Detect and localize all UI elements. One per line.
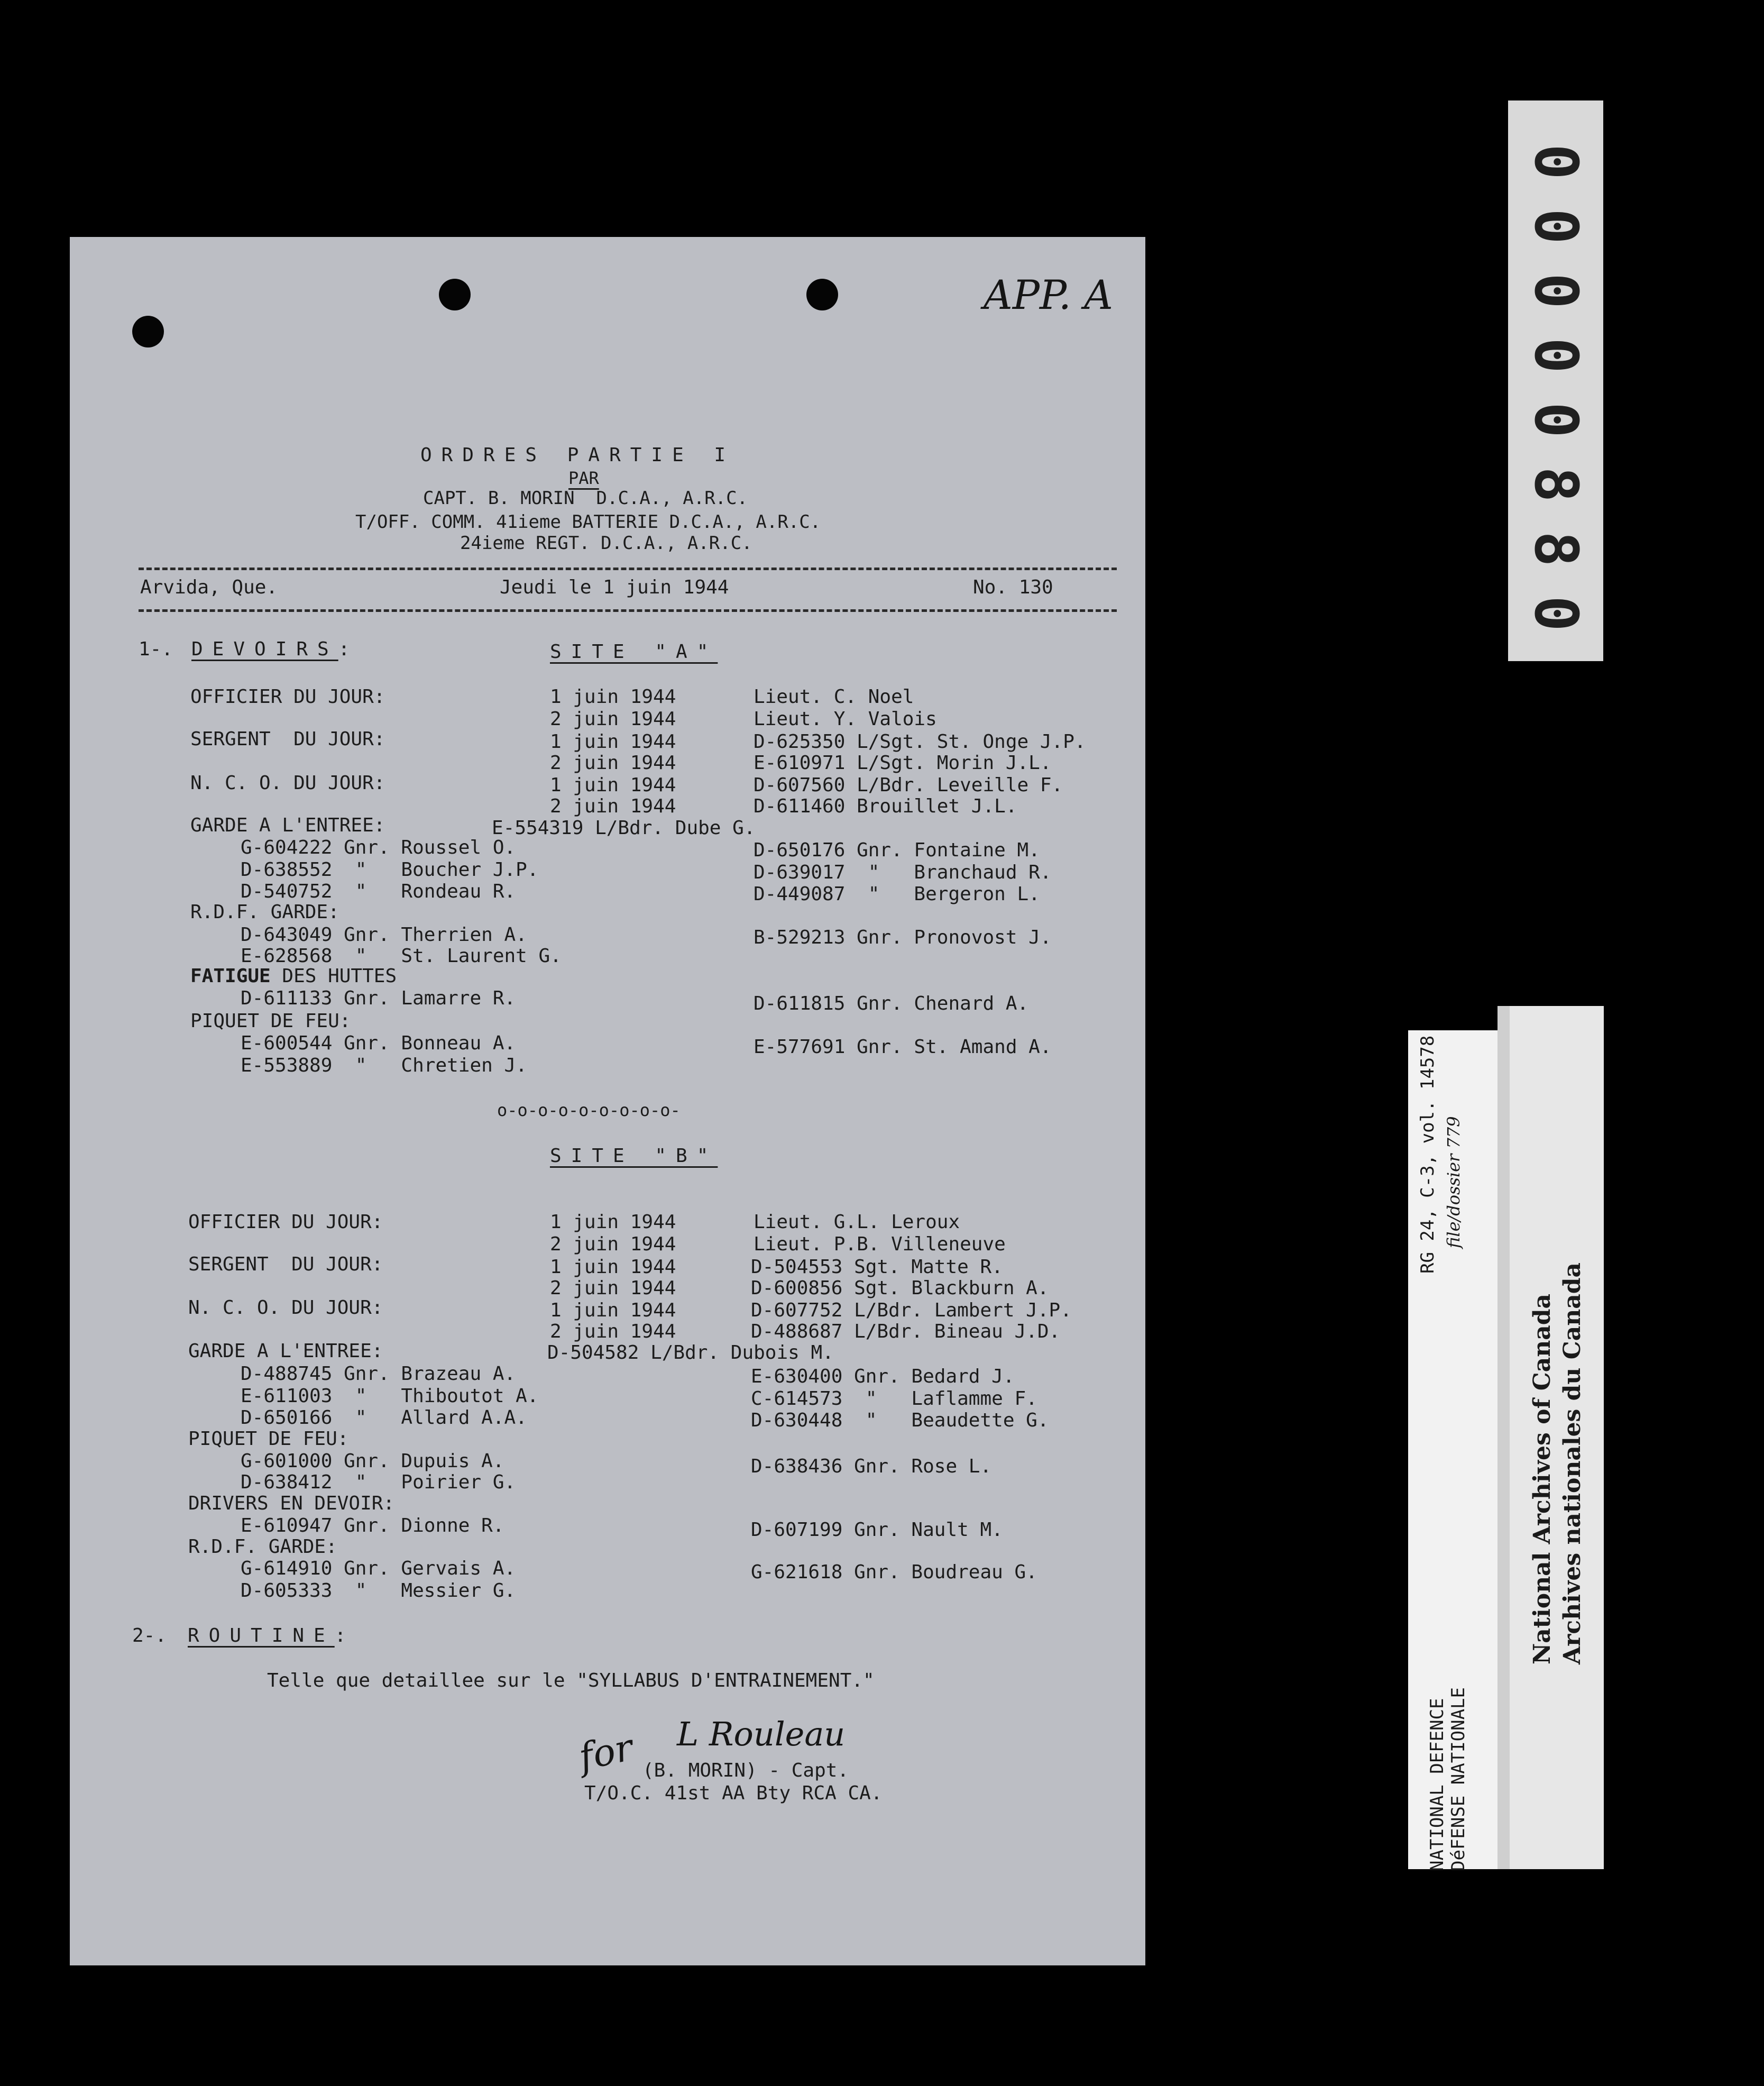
duty-date: 2 juin 1944 [550, 1233, 676, 1255]
roster-entry: E-577691 Gnr. St. Amand A. [754, 1036, 1052, 1058]
roster-entry: E-610947 Gnr. Dionne R. [241, 1515, 504, 1536]
roster-entry: D-540752 " Rondeau R. [241, 881, 516, 902]
site-b-heading: SITE "B" [550, 1145, 718, 1167]
duty-entry: D-607752 L/Bdr. Lambert J.P. [751, 1300, 1072, 1321]
section-heading: ROUTINE [188, 1625, 335, 1646]
piquet-label: PIQUET DE FEU: [190, 1010, 351, 1032]
frame-digit: 0 [1521, 208, 1590, 244]
section-number: 1-. [139, 638, 173, 660]
frame-digit: 0 [1521, 402, 1590, 438]
drivers-label: DRIVERS EN DEVOIR: [188, 1493, 395, 1514]
sergent-label: SERGENT DU JOUR: [190, 728, 385, 750]
duty-date: 1 juin 1944 [550, 731, 676, 753]
roster-entry: G-601000 Gnr. Dupuis A. [241, 1450, 504, 1472]
reference-line-1: RG 24, C-3, vol. 14578 [1417, 1035, 1438, 1274]
signature: L Rouleau [677, 1715, 846, 1753]
garde-label: GARDE A L'ENTREE: [190, 815, 385, 836]
rdf-label: R.D.F. GARDE: [188, 1536, 337, 1558]
roster-entry: D-650176 Gnr. Fontaine M. [754, 839, 1040, 861]
punch-hole [806, 279, 838, 310]
duty-date: 2 juin 1944 [550, 708, 676, 730]
duty-entry: D-600856 Sgt. Blackburn A. [751, 1277, 1049, 1299]
duty-entry: E-610971 L/Sgt. Morin J.L. [754, 752, 1052, 774]
duty-entry: D-504553 Sgt. Matte R. [751, 1256, 1003, 1278]
header-line-2: T/OFF. COMM. 41ieme BATTERIE D.C.A., A.R.C. [355, 511, 821, 533]
frame-digit: 8 [1521, 531, 1590, 567]
order-number: No. 130 [973, 577, 1053, 598]
handwritten-annotation: APP. A [984, 271, 1113, 318]
rdf-label: R.D.F. GARDE: [190, 901, 339, 923]
roster-entry: D-630448 " Beaudette G. [751, 1410, 1049, 1431]
duty-date: 1 juin 1944 [550, 1300, 676, 1321]
roster-entry: D-611815 Gnr. Chenard A. [754, 993, 1029, 1014]
roster-entry: D-650166 " Allard A.A. [241, 1407, 527, 1429]
roster-entry: D-638552 " Boucher J.P. [241, 859, 539, 881]
duty-entry: D-488687 L/Bdr. Bineau J.D. [751, 1321, 1061, 1342]
duty-entry: Lieut. G.L. Leroux [754, 1211, 960, 1233]
duty-entry: D-611460 Brouillet J.L. [754, 795, 1017, 817]
garde-head: D-504582 L/Bdr. Dubois M. [547, 1342, 834, 1364]
roster-entry: E-600544 Gnr. Bonneau A. [241, 1032, 516, 1054]
fatigue-label-bold: FATIGUE [190, 965, 271, 987]
reference-label [1408, 1030, 1504, 1869]
punch-hole [439, 279, 471, 310]
place: Arvida, Que. [140, 577, 278, 598]
nco-label: N. C. O. DU JOUR: [188, 1297, 383, 1319]
roster-entry: E-628568 " St. Laurent G. [241, 945, 562, 967]
roster-entry: E-611003 " Thiboutot A. [241, 1385, 539, 1407]
duty-entry: Lieut. P.B. Villeneuve [754, 1233, 1006, 1255]
national-defence-fr: DéFENSE NATIONALE [1448, 1687, 1469, 1871]
archives-label [1510, 1006, 1604, 1869]
header-line-1: CAPT. B. MORIN D.C.A., A.R.C. [423, 488, 748, 509]
frame-digit: 0 [1521, 273, 1590, 309]
archives-name-fr: Archives nationales du Canada [1559, 1262, 1586, 1664]
site-a-heading: SITE "A" [550, 641, 718, 663]
roster-entry: D-605333 " Messier G. [241, 1580, 516, 1602]
roster-entry: G-621618 Gnr. Boudreau G. [751, 1561, 1037, 1583]
order-date: Jeudi le 1 juin 1944 [500, 577, 729, 598]
roster-entry: C-614573 " Laflamme F. [751, 1388, 1037, 1410]
roster-entry: G-604222 Gnr. Roussel O. [241, 837, 516, 858]
page-title: ORDRES PARTIE I [420, 444, 736, 466]
signature-line-2: T/O.C. 41st AA Bty RCA CA. [584, 1782, 883, 1804]
frame-digit: 0 [1521, 144, 1590, 180]
roster-entry: D-639017 " Branchaud R. [754, 862, 1052, 883]
routine-text: Telle que detaillee sur le "SYLLABUS D'ENTRAINEMENT." [267, 1670, 875, 1691]
roster-entry: B-529213 Gnr. Pronovost J. [754, 927, 1052, 948]
garde-label: GARDE A L'ENTREE: [188, 1340, 383, 1362]
roster-entry: D-449087 " Bergeron L. [754, 883, 1040, 905]
duty-date: 1 juin 1944 [550, 1256, 676, 1278]
duty-entry: D-607560 L/Bdr. Leveille F. [754, 774, 1063, 796]
header-line-3: 24ieme REGT. D.C.A., A.R.C. [460, 533, 752, 554]
duty-date: 1 juin 1944 [550, 686, 676, 708]
duty-date: 2 juin 1944 [550, 1321, 676, 1342]
nco-label: N. C. O. DU JOUR: [190, 772, 385, 794]
duty-date: 1 juin 1944 [550, 774, 676, 796]
duty-entry: Lieut. Y. Valois [754, 708, 937, 730]
roster-entry: D-607199 Gnr. Nault M. [751, 1519, 1003, 1541]
officier-label: OFFICIER DU JOUR: [190, 686, 385, 708]
roster-entry: D-643049 Gnr. Therrien A. [241, 924, 527, 946]
divider [139, 609, 1117, 612]
piquet-label: PIQUET DE FEU: [188, 1428, 349, 1450]
duty-date: 2 juin 1944 [550, 795, 676, 817]
divider [139, 568, 1117, 570]
duty-date: 2 juin 1944 [550, 1277, 676, 1299]
duty-date: 1 juin 1944 [550, 1211, 676, 1233]
section-number: 2-. [132, 1625, 167, 1646]
separator: o-o-o-o-o-o-o-o-o- [497, 1100, 681, 1120]
sergent-label: SERGENT DU JOUR: [188, 1254, 383, 1275]
roster-entry: D-638436 Gnr. Rose L. [751, 1456, 992, 1477]
duty-date: 2 juin 1944 [550, 752, 676, 774]
garde-head: E-554319 L/Bdr. Dube G. [492, 817, 756, 839]
header-par: PAR [568, 468, 599, 488]
punch-hole [132, 316, 164, 347]
roster-entry: D-488745 Gnr. Brazeau A. [241, 1363, 516, 1385]
duty-entry: D-625350 L/Sgt. St. Onge J.P. [754, 731, 1086, 753]
frame-number [1508, 100, 1603, 661]
duty-entry: Lieut. C. Noel [754, 686, 914, 708]
section-heading: DEVOIRS [191, 638, 338, 660]
frame-digit: 0 [1521, 596, 1590, 632]
roster-entry: D-638412 " Poirier G. [241, 1471, 516, 1493]
roster-entry: G-614910 Gnr. Gervais A. [241, 1558, 516, 1579]
reference-line-2: file/dossier 779 [1444, 1116, 1464, 1248]
signature-for: for [575, 1725, 637, 1779]
colon: : [338, 638, 350, 660]
frame-digit: 8 [1521, 466, 1590, 502]
fatigue-label: DES HUTTES [270, 965, 397, 987]
archives-name-en: National Archives of Canada [1529, 1293, 1556, 1664]
frame-digit: 0 [1521, 337, 1590, 373]
roster-entry: E-553889 " Chretien J. [241, 1055, 527, 1076]
colon: : [334, 1625, 346, 1646]
national-defence-en: NATIONAL DEFENCE [1427, 1698, 1448, 1871]
roster-entry: D-611133 Gnr. Lamarre R. [241, 987, 516, 1009]
frame-number-strip [1508, 100, 1603, 661]
roster-entry: E-630400 Gnr. Bedard J. [751, 1366, 1015, 1387]
signature-line-1: (B. MORIN) - Capt. [642, 1760, 849, 1781]
officier-label: OFFICIER DU JOUR: [188, 1211, 383, 1233]
